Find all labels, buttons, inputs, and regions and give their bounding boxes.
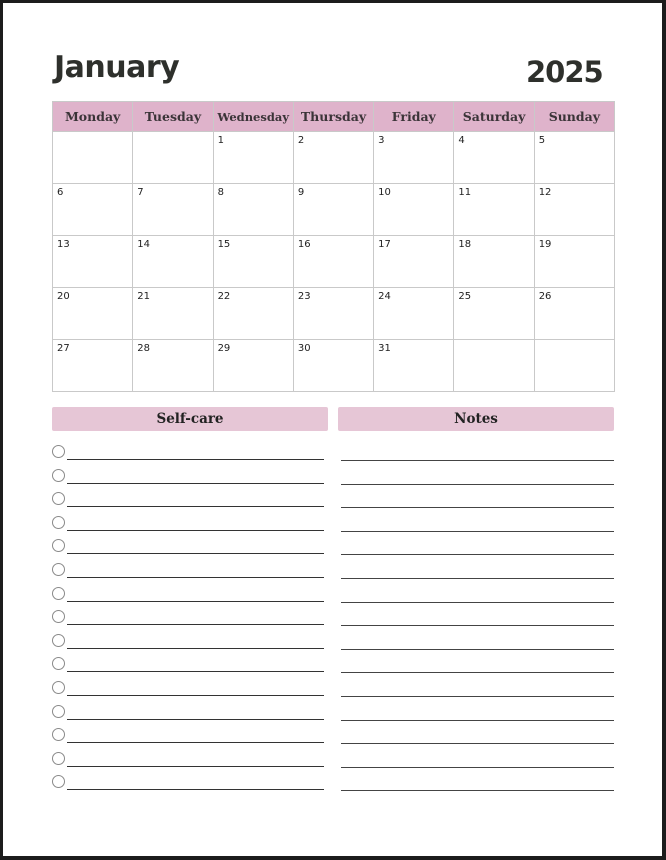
calendar-day-cell[interactable] — [454, 132, 534, 184]
checkbox-circle-icon[interactable] — [52, 492, 65, 505]
writing-line[interactable] — [341, 507, 614, 508]
notes-line[interactable] — [341, 610, 614, 626]
weekday-header-row — [53, 102, 615, 132]
selfcare-item[interactable] — [52, 609, 324, 625]
calendar-day-cell[interactable] — [293, 132, 373, 184]
day-number: 2 — [297, 135, 305, 146]
calendar-day-cell[interactable] — [293, 184, 373, 236]
notes-line[interactable] — [341, 469, 614, 485]
calendar-day-cell[interactable] — [53, 236, 133, 288]
writing-line[interactable] — [67, 483, 324, 484]
day-number: 28 — [137, 343, 151, 354]
writing-line[interactable] — [67, 695, 324, 696]
checkbox-circle-icon[interactable] — [52, 469, 65, 482]
day-number: 4 — [458, 135, 465, 146]
notes-header: Notes — [338, 407, 614, 431]
notes-line[interactable] — [341, 681, 614, 697]
selfcare-item[interactable] — [52, 751, 324, 767]
day-number: 23 — [297, 291, 311, 302]
day-number: 9 — [297, 187, 305, 198]
day-number: 27 — [57, 343, 70, 354]
day-number: 13 — [57, 239, 70, 250]
writing-line[interactable] — [341, 554, 614, 555]
notes-line[interactable] — [341, 775, 614, 791]
day-number: 11 — [458, 187, 472, 198]
writing-line[interactable] — [67, 506, 324, 507]
calendar-day-cell[interactable] — [213, 132, 293, 184]
calendar-week-row — [53, 288, 615, 340]
calendar-day-cell[interactable] — [133, 340, 213, 392]
selfcare-item[interactable] — [52, 491, 324, 507]
writing-line[interactable] — [67, 601, 324, 602]
day-number: 6 — [57, 187, 64, 198]
day-number: 18 — [458, 239, 472, 250]
writing-line[interactable] — [67, 624, 324, 625]
selfcare-item[interactable] — [52, 444, 324, 460]
checkbox-circle-icon[interactable] — [52, 516, 65, 529]
day-number: 5 — [538, 135, 546, 146]
calendar-day-cell[interactable] — [534, 288, 614, 340]
calendar-day-cell[interactable] — [374, 288, 454, 340]
calendar-day-cell[interactable] — [53, 340, 133, 392]
day-number — [133, 132, 212, 135]
writing-line[interactable] — [341, 720, 614, 721]
writing-line[interactable] — [67, 577, 324, 578]
checkbox-circle-icon[interactable] — [52, 752, 65, 765]
writing-line[interactable] — [341, 625, 614, 626]
checkbox-circle-icon[interactable] — [52, 728, 65, 741]
day-number: 19 — [538, 239, 552, 250]
writing-line[interactable] — [341, 672, 614, 673]
day-number — [53, 132, 132, 135]
calendar-day-cell[interactable] — [374, 132, 454, 184]
calendar-day-cell[interactable] — [133, 288, 213, 340]
notes-line[interactable] — [341, 634, 614, 650]
checkbox-circle-icon[interactable] — [52, 657, 65, 670]
notes-line[interactable] — [341, 705, 614, 721]
selfcare-item[interactable] — [52, 727, 324, 743]
day-number: 24 — [378, 291, 391, 302]
calendar-day-cell[interactable] — [293, 236, 373, 288]
day-number: 17 — [378, 239, 391, 250]
checkbox-circle-icon[interactable] — [52, 705, 65, 718]
writing-line[interactable] — [67, 530, 324, 531]
writing-line[interactable] — [341, 696, 614, 697]
writing-line[interactable] — [341, 602, 614, 603]
notes-line[interactable] — [341, 728, 614, 744]
writing-line[interactable] — [341, 484, 614, 485]
notes-line[interactable] — [341, 657, 614, 673]
calendar-day-cell[interactable] — [454, 184, 534, 236]
selfcare-item[interactable] — [52, 704, 324, 720]
writing-line[interactable] — [67, 742, 324, 743]
checkbox-circle-icon[interactable] — [52, 681, 65, 694]
checkbox-circle-icon[interactable] — [52, 610, 65, 623]
calendar-day-cell[interactable] — [534, 236, 614, 288]
selfcare-item[interactable] — [52, 774, 324, 790]
day-number: 26 — [538, 291, 552, 302]
selfcare-item[interactable] — [52, 680, 324, 696]
writing-line[interactable] — [67, 648, 324, 649]
writing-line[interactable] — [67, 671, 324, 672]
calendar-day-cell[interactable] — [534, 132, 614, 184]
day-number: 30 — [297, 343, 311, 354]
notes-line[interactable] — [341, 516, 614, 532]
calendar-day-cell[interactable] — [53, 184, 133, 236]
checkbox-circle-icon[interactable] — [52, 775, 65, 788]
calendar-day-cell[interactable] — [213, 340, 293, 392]
day-number: 31 — [378, 343, 391, 354]
checkbox-circle-icon[interactable] — [52, 445, 65, 458]
day-number: 29 — [217, 343, 231, 354]
selfcare-item[interactable] — [52, 586, 324, 602]
month-title: January — [54, 50, 180, 85]
writing-line[interactable] — [341, 790, 614, 791]
day-number — [454, 340, 533, 343]
calendar-day-cell[interactable] — [374, 340, 454, 392]
selfcare-item[interactable] — [52, 656, 324, 672]
writing-line[interactable] — [341, 743, 614, 744]
planner-page — [3, 3, 662, 856]
selfcare-item[interactable] — [52, 515, 324, 531]
notes-line[interactable] — [341, 539, 614, 555]
notes-line[interactable] — [341, 445, 614, 461]
calendar-day-cell[interactable] — [534, 340, 614, 392]
calendar-day-cell[interactable] — [213, 236, 293, 288]
calendar-day-cell[interactable] — [374, 236, 454, 288]
checkbox-circle-icon[interactable] — [52, 563, 65, 576]
writing-line[interactable] — [341, 767, 614, 768]
calendar-day-cell[interactable] — [133, 184, 213, 236]
calendar-day-cell[interactable] — [213, 184, 293, 236]
selfcare-item[interactable] — [52, 538, 324, 554]
selfcare-item[interactable] — [52, 562, 324, 578]
calendar-day-cell[interactable] — [133, 236, 213, 288]
notes-line[interactable] — [341, 492, 614, 508]
calendar-day-cell[interactable] — [454, 288, 534, 340]
notes-line[interactable] — [341, 587, 614, 603]
day-number: 14 — [137, 239, 151, 250]
weekday-friday: Friday — [374, 102, 454, 132]
calendar-grid — [52, 101, 615, 392]
notes-line[interactable] — [341, 563, 614, 579]
calendar-day-cell[interactable] — [133, 132, 213, 184]
day-number: 15 — [217, 239, 231, 250]
calendar-week-row — [53, 132, 615, 184]
year-title: 2025 — [526, 55, 603, 89]
day-number — [535, 340, 614, 343]
day-number: 1 — [217, 135, 224, 146]
writing-line[interactable] — [67, 766, 324, 767]
calendar-day-cell[interactable] — [454, 340, 534, 392]
day-number: 16 — [297, 239, 311, 250]
writing-line[interactable] — [67, 459, 324, 460]
writing-line[interactable] — [67, 789, 324, 790]
calendar-week-row — [53, 236, 615, 288]
writing-line[interactable] — [341, 531, 614, 532]
day-number: 3 — [378, 135, 385, 146]
day-number: 8 — [217, 187, 224, 198]
calendar-day-cell[interactable] — [53, 132, 133, 184]
selfcare-item[interactable] — [52, 468, 324, 484]
calendar-day-cell[interactable] — [213, 288, 293, 340]
writing-line[interactable] — [341, 578, 614, 579]
calendar-day-cell[interactable] — [534, 184, 614, 236]
selfcare-header: Self-care — [52, 407, 328, 431]
weekday-sunday: Sunday — [534, 102, 614, 132]
day-number: 7 — [137, 187, 144, 198]
calendar-week-row — [53, 340, 615, 392]
writing-line[interactable] — [341, 649, 614, 650]
checkbox-circle-icon[interactable] — [52, 634, 65, 647]
notes-line[interactable] — [341, 752, 614, 768]
writing-line[interactable] — [341, 460, 614, 461]
writing-line[interactable] — [67, 553, 324, 554]
writing-line[interactable] — [67, 719, 324, 720]
day-number: 12 — [538, 187, 552, 198]
calendar-day-cell[interactable] — [53, 288, 133, 340]
checkbox-circle-icon[interactable] — [52, 539, 65, 552]
checkbox-circle-icon[interactable] — [52, 587, 65, 600]
weekday-thursday: Thursday — [293, 102, 373, 132]
calendar-day-cell[interactable] — [293, 340, 373, 392]
calendar-day-cell[interactable] — [374, 184, 454, 236]
selfcare-item[interactable] — [52, 633, 324, 649]
day-number: 10 — [378, 187, 391, 198]
calendar-week-row — [53, 184, 615, 236]
weekday-saturday: Saturday — [454, 102, 534, 132]
day-number: 25 — [458, 291, 472, 302]
weekday-wednesday: Wednesday — [213, 102, 293, 132]
weekday-tuesday: Tuesday — [133, 102, 213, 132]
day-number: 21 — [137, 291, 151, 302]
day-number: 20 — [57, 291, 70, 302]
calendar-day-cell[interactable] — [454, 236, 534, 288]
calendar-day-cell[interactable] — [293, 288, 373, 340]
weekday-monday: Monday — [53, 102, 133, 132]
day-number: 22 — [217, 291, 231, 302]
